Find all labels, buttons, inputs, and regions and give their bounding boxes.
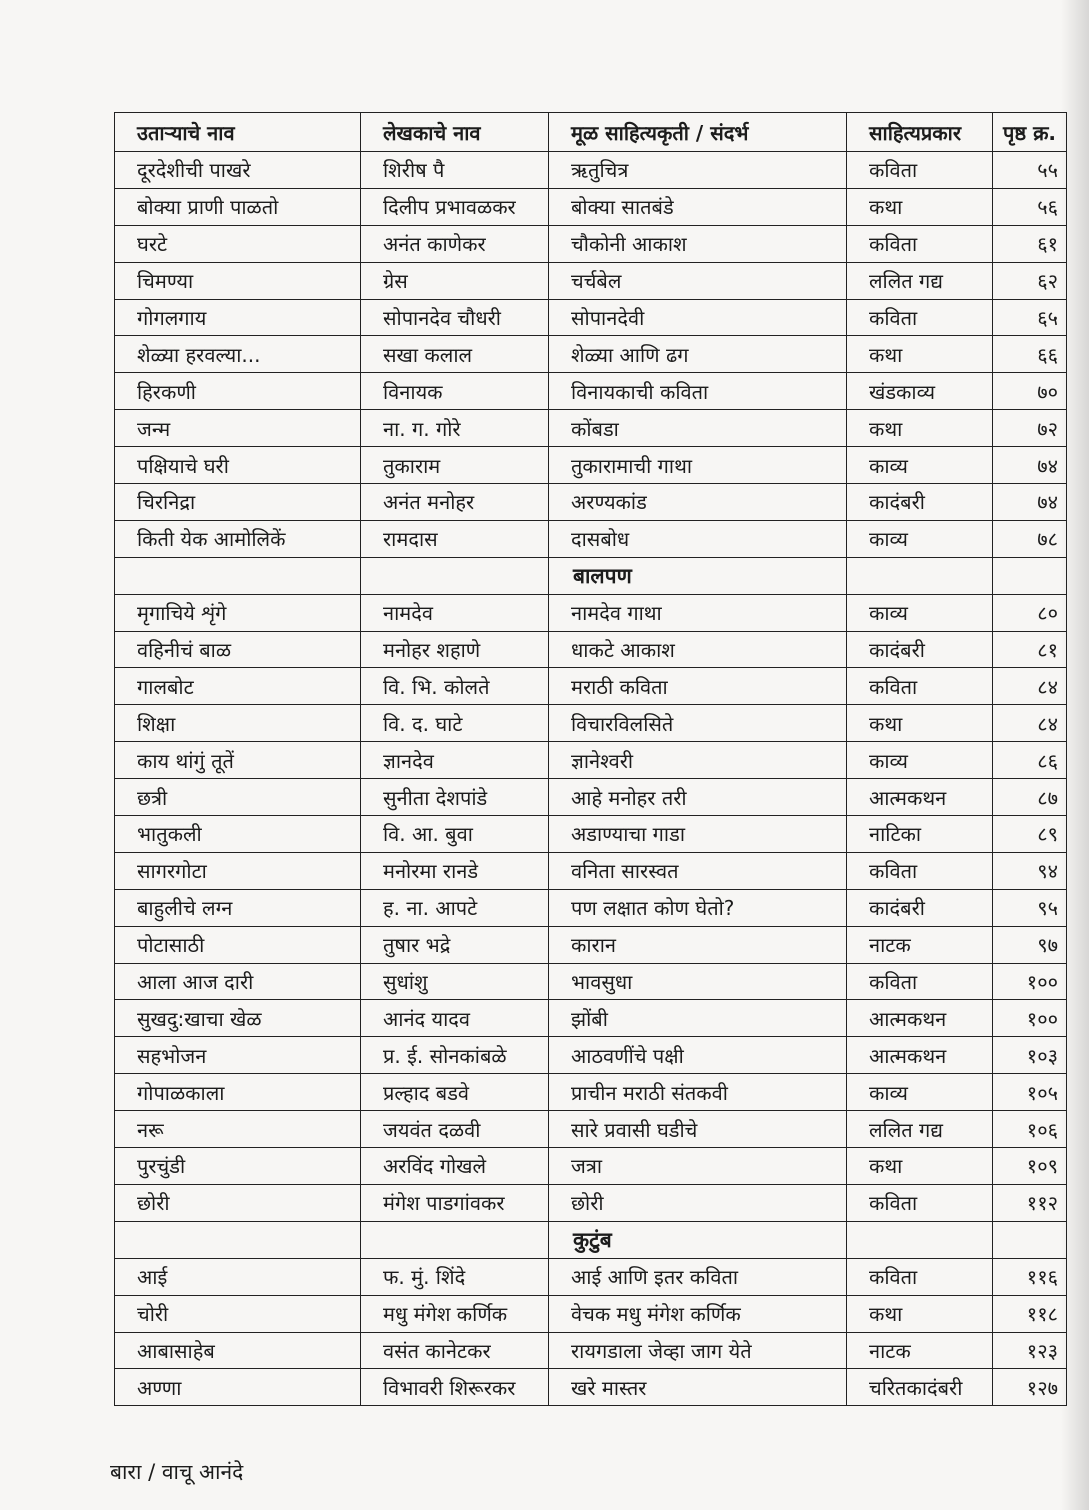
cell-source: कारान [549, 926, 847, 963]
cell-author: मंगेश पाडगांवकर [361, 1184, 549, 1221]
section-heading: बालपण [549, 557, 847, 594]
cell-title: चिरनिद्रा [115, 484, 361, 521]
cell-author: वसंत कानेटकर [361, 1332, 549, 1369]
cell-page: ८१ [993, 631, 1067, 668]
empty-cell [361, 557, 549, 594]
cell-page: ८६ [993, 742, 1067, 779]
table-row [115, 963, 1067, 1000]
empty-cell [847, 557, 993, 594]
cell-genre: काव्य [847, 520, 993, 557]
cell-source: आठवणींचे पक्षी [549, 1037, 847, 1074]
cell-title: पक्षियाचे घरी [115, 447, 361, 484]
cell-page: १०६ [993, 1111, 1067, 1148]
cell-author: फ. मुं. शिंदे [361, 1258, 549, 1295]
cell-genre: ललित गद्य [847, 1111, 993, 1148]
cell-page: ५५ [993, 152, 1067, 189]
table-row [115, 742, 1067, 779]
cell-source: दासबोध [549, 520, 847, 557]
cell-source: नामदेव गाथा [549, 594, 847, 631]
cell-genre: कादंबरी [847, 631, 993, 668]
cell-title: बोक्या प्राणी पाळतो [115, 188, 361, 225]
cell-author: मनोहर शहाणे [361, 631, 549, 668]
empty-cell [115, 557, 361, 594]
cell-title: वहिनीचं बाळ [115, 631, 361, 668]
header-genre: साहित्यप्रकार [847, 113, 993, 152]
cell-title: काय थांगुं तूतें [115, 742, 361, 779]
table-row [115, 816, 1067, 853]
cell-source: शेळ्या आणि ढग [549, 336, 847, 373]
cell-page: १०५ [993, 1074, 1067, 1111]
table-row [115, 188, 1067, 225]
cell-page: ७४ [993, 447, 1067, 484]
cell-author: वि. आ. बुवा [361, 816, 549, 853]
cell-page: १०९ [993, 1148, 1067, 1185]
cell-genre: आत्मकथन [847, 1037, 993, 1074]
cell-page: ५६ [993, 188, 1067, 225]
empty-cell [993, 557, 1067, 594]
cell-page: ६६ [993, 336, 1067, 373]
cell-title: गोगलगाय [115, 299, 361, 336]
cell-genre: चरितकादंबरी [847, 1369, 993, 1406]
table-row [115, 520, 1067, 557]
cell-page: ९७ [993, 926, 1067, 963]
cell-author: अरविंद गोखले [361, 1148, 549, 1185]
table-row [115, 1369, 1067, 1406]
cell-author: सुनीता देशपांडे [361, 779, 549, 816]
cell-page: १०० [993, 1000, 1067, 1037]
cell-source: बोक्या सातबंडे [549, 188, 847, 225]
cell-source: विचारविलसिते [549, 705, 847, 742]
cell-author: प्र. ई. सोनकांबळे [361, 1037, 549, 1074]
cell-author: प्रल्हाद बडवे [361, 1074, 549, 1111]
cell-genre: कविता [847, 299, 993, 336]
cell-source: सारे प्रवासी घडीचे [549, 1111, 847, 1148]
table-row [115, 336, 1067, 373]
cell-page: १०३ [993, 1037, 1067, 1074]
cell-source: विनायकाची कविता [549, 373, 847, 410]
cell-source: आई आणि इतर कविता [549, 1258, 847, 1295]
cell-source: धाकटे आकाश [549, 631, 847, 668]
table-row [115, 1184, 1067, 1221]
table-row [115, 373, 1067, 410]
cell-source: मराठी कविता [549, 668, 847, 705]
table-row [115, 926, 1067, 963]
page-footer: बारा / वाचू आनंदे [110, 1460, 244, 1484]
cell-genre: कथा [847, 410, 993, 447]
cell-page: १२३ [993, 1332, 1067, 1369]
cell-author: जयवंत दळवी [361, 1111, 549, 1148]
section-row [115, 1221, 1067, 1258]
empty-cell [847, 1221, 993, 1258]
empty-cell [993, 1221, 1067, 1258]
cell-title: छोरी [115, 1184, 361, 1221]
cell-genre: काव्य [847, 594, 993, 631]
cell-author: ज्ञानदेव [361, 742, 549, 779]
cell-author: ना. ग. गोरे [361, 410, 549, 447]
cell-author: ह. ना. आपटे [361, 889, 549, 926]
cell-genre: काव्य [847, 447, 993, 484]
cell-genre: आत्मकथन [847, 779, 993, 816]
cell-source: भावसुधा [549, 963, 847, 1000]
cell-genre: कादंबरी [847, 484, 993, 521]
cell-source: जत्रा [549, 1148, 847, 1185]
table-row [115, 262, 1067, 299]
table-row [115, 225, 1067, 262]
cell-author: शिरीष पै [361, 152, 549, 189]
cell-title: शिक्षा [115, 705, 361, 742]
section-row [115, 557, 1067, 594]
cell-source: पण लक्षात कोण घेतो? [549, 889, 847, 926]
cell-page: ६१ [993, 225, 1067, 262]
cell-genre: कादंबरी [847, 889, 993, 926]
cell-source: अरण्यकांड [549, 484, 847, 521]
cell-source: ऋतुचित्र [549, 152, 847, 189]
cell-title: सुखदु:खाचा खेळ [115, 1000, 361, 1037]
cell-title: किती येक आमोलिकें [115, 520, 361, 557]
cell-author: मधु मंगेश कर्णिक [361, 1295, 549, 1332]
cell-author: विनायक [361, 373, 549, 410]
cell-source: तुकारामाची गाथा [549, 447, 847, 484]
cell-title: अण्णा [115, 1369, 361, 1406]
cell-page: ९४ [993, 852, 1067, 889]
cell-source: कोंबडा [549, 410, 847, 447]
table-row [115, 705, 1067, 742]
table-row [115, 1037, 1067, 1074]
cell-source: वनिता सारस्वत [549, 852, 847, 889]
cell-title: बाहुलीचे लग्न [115, 889, 361, 926]
cell-author: अनंत काणेकर [361, 225, 549, 262]
cell-page: १२७ [993, 1369, 1067, 1406]
cell-genre: कथा [847, 705, 993, 742]
contents-table [114, 112, 1067, 1406]
empty-cell [361, 1221, 549, 1258]
cell-genre: ललित गद्य [847, 262, 993, 299]
cell-genre: कविता [847, 1258, 993, 1295]
section-heading: कुटुंब [549, 1221, 847, 1258]
cell-title: पोटासाठी [115, 926, 361, 963]
cell-title: भातुकली [115, 816, 361, 853]
cell-genre: नाटिका [847, 816, 993, 853]
cell-genre: नाटक [847, 926, 993, 963]
cell-title: चोरी [115, 1295, 361, 1332]
table-row [115, 410, 1067, 447]
cell-source: अडाण्याचा गाडा [549, 816, 847, 853]
cell-page: ११२ [993, 1184, 1067, 1221]
cell-source: झोंबी [549, 1000, 847, 1037]
cell-source: प्राचीन मराठी संतकवी [549, 1074, 847, 1111]
cell-genre: कथा [847, 188, 993, 225]
table-row [115, 889, 1067, 926]
cell-title: हिरकणी [115, 373, 361, 410]
cell-source: खरे मास्तर [549, 1369, 847, 1406]
cell-page: १०० [993, 963, 1067, 1000]
header-title: उताऱ्याचे नाव [115, 113, 361, 152]
cell-page: ८७ [993, 779, 1067, 816]
cell-source: सोपानदेवी [549, 299, 847, 336]
table-row [115, 1000, 1067, 1037]
cell-author: वि. भि. कोलते [361, 668, 549, 705]
empty-cell [115, 1221, 361, 1258]
cell-genre: कविता [847, 152, 993, 189]
cell-source: रायगडाला जेव्हा जाग येते [549, 1332, 847, 1369]
cell-genre: नाटक [847, 1332, 993, 1369]
cell-title: गालबोट [115, 668, 361, 705]
cell-genre: कथा [847, 1295, 993, 1332]
cell-author: मनोरमा रानडे [361, 852, 549, 889]
cell-source: छोरी [549, 1184, 847, 1221]
cell-title: सागरगोटा [115, 852, 361, 889]
table-row [115, 631, 1067, 668]
cell-genre: काव्य [847, 1074, 993, 1111]
cell-author: वि. द. घाटे [361, 705, 549, 742]
cell-page: ६५ [993, 299, 1067, 336]
cell-author: नामदेव [361, 594, 549, 631]
cell-source: आहे मनोहर तरी [549, 779, 847, 816]
cell-title: आला आज दारी [115, 963, 361, 1000]
header-author: लेखकाचे नाव [361, 113, 549, 152]
table-row [115, 447, 1067, 484]
cell-title: छत्री [115, 779, 361, 816]
cell-title: पुरचुंडी [115, 1148, 361, 1185]
cell-page: ९५ [993, 889, 1067, 926]
cell-page: ७० [993, 373, 1067, 410]
header-page: पृष्ठ क्र. [993, 113, 1067, 152]
cell-author: आनंद यादव [361, 1000, 549, 1037]
cell-title: गोपाळकाला [115, 1074, 361, 1111]
cell-title: शेळ्या हरवल्या... [115, 336, 361, 373]
cell-page: ८४ [993, 705, 1067, 742]
table-row [115, 1295, 1067, 1332]
cell-title: नरू [115, 1111, 361, 1148]
cell-genre: काव्य [847, 742, 993, 779]
cell-page: ७४ [993, 484, 1067, 521]
cell-author: तुषार भद्रे [361, 926, 549, 963]
cell-source: चर्चबेल [549, 262, 847, 299]
table-body [115, 152, 1067, 1406]
cell-page: ६२ [993, 262, 1067, 299]
cell-title: चिमण्या [115, 262, 361, 299]
cell-page: ११६ [993, 1258, 1067, 1295]
cell-genre: कथा [847, 336, 993, 373]
cell-author: अनंत मनोहर [361, 484, 549, 521]
cell-title: मृगाचिये शृंगे [115, 594, 361, 631]
cell-author: रामदास [361, 520, 549, 557]
table-row [115, 152, 1067, 189]
cell-genre: खंडकाव्य [847, 373, 993, 410]
table-row [115, 1074, 1067, 1111]
cell-title: दूरदेशीची पाखरे [115, 152, 361, 189]
cell-title: जन्म [115, 410, 361, 447]
cell-genre: आत्मकथन [847, 1000, 993, 1037]
cell-genre: कविता [847, 1184, 993, 1221]
cell-genre: कविता [847, 852, 993, 889]
header-source: मूळ साहित्यकृती / संदर्भ [549, 113, 847, 152]
cell-author: सखा कलाल [361, 336, 549, 373]
table-row [115, 299, 1067, 336]
cell-title: आई [115, 1258, 361, 1295]
cell-page: ८० [993, 594, 1067, 631]
table-row [115, 668, 1067, 705]
cell-page: ७८ [993, 520, 1067, 557]
cell-source: चौकोनी आकाश [549, 225, 847, 262]
table-row [115, 779, 1067, 816]
cell-page: ११८ [993, 1295, 1067, 1332]
table-row [115, 484, 1067, 521]
cell-author: ग्रेस [361, 262, 549, 299]
cell-source: ज्ञानेश्वरी [549, 742, 847, 779]
cell-page: ८४ [993, 668, 1067, 705]
table-row [115, 1258, 1067, 1295]
cell-genre: कविता [847, 963, 993, 1000]
cell-page: ७२ [993, 410, 1067, 447]
cell-author: सुधांशु [361, 963, 549, 1000]
table-row [115, 852, 1067, 889]
cell-author: सोपानदेव चौधरी [361, 299, 549, 336]
cell-genre: कथा [847, 1148, 993, 1185]
cell-title: सहभोजन [115, 1037, 361, 1074]
cell-source: वेचक मधु मंगेश कर्णिक [549, 1295, 847, 1332]
table-row [115, 594, 1067, 631]
cell-title: घरटे [115, 225, 361, 262]
table-row [115, 1111, 1067, 1148]
cell-genre: कविता [847, 668, 993, 705]
table-row [115, 1148, 1067, 1185]
cell-title: आबासाहेब [115, 1332, 361, 1369]
cell-genre: कविता [847, 225, 993, 262]
cell-author: दिलीप प्रभावळकर [361, 188, 549, 225]
cell-page: ८९ [993, 816, 1067, 853]
table-row [115, 1332, 1067, 1369]
cell-author: तुकाराम [361, 447, 549, 484]
table-header-row [115, 113, 1067, 152]
cell-author: विभावरी शिरूरकर [361, 1369, 549, 1406]
